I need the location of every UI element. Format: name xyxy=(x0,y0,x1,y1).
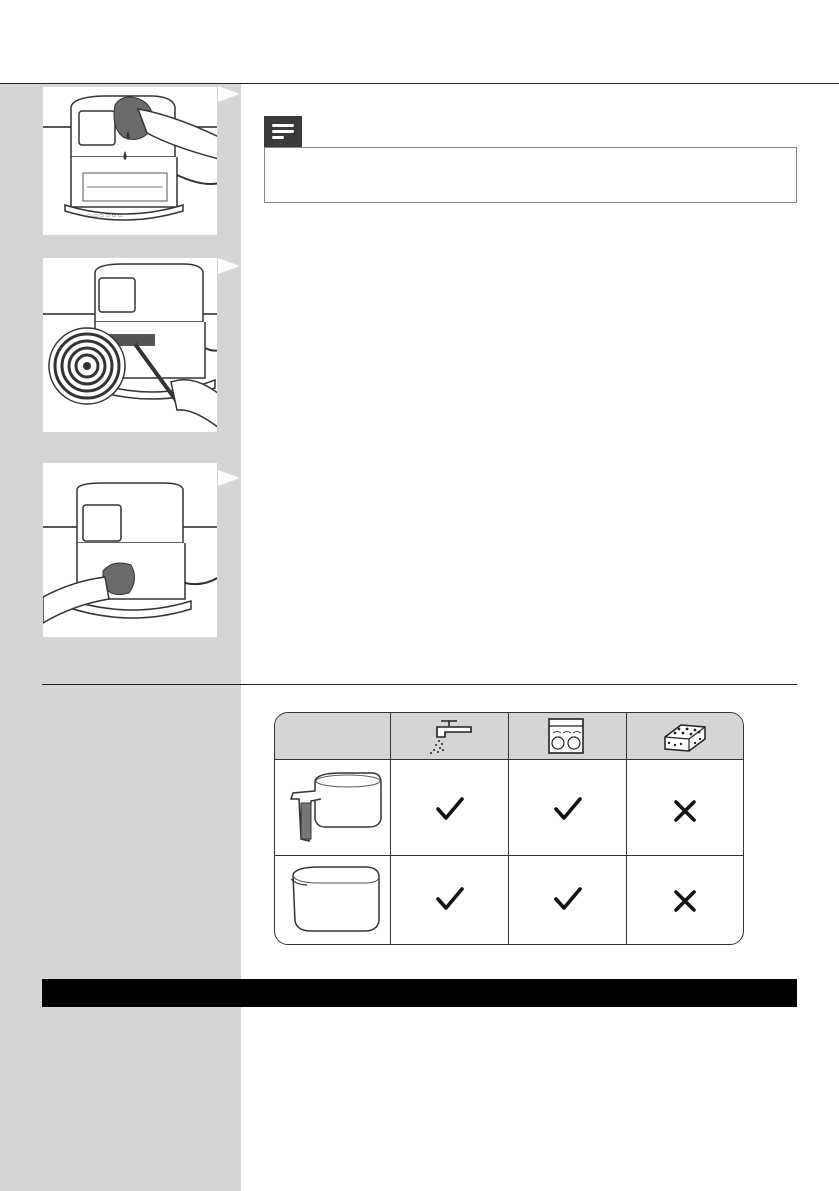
drawer-icon xyxy=(283,863,387,939)
check-icon xyxy=(435,885,465,913)
step-pointer xyxy=(218,470,240,486)
step-illustration-wipe-outside xyxy=(42,86,218,236)
section-heading-bar xyxy=(42,979,797,1007)
check-icon xyxy=(553,795,583,823)
dishwasher-icon xyxy=(547,717,585,755)
sponge-icon xyxy=(661,719,709,753)
section-divider xyxy=(42,684,797,685)
note-icon xyxy=(264,116,302,148)
wipe-inside-icon xyxy=(43,463,218,638)
water-tap-icon xyxy=(427,717,473,755)
cleaning-method-table xyxy=(274,712,744,945)
wipe-outside-icon xyxy=(43,87,218,236)
step-illustration-clean-heating-element xyxy=(42,257,218,433)
note-box xyxy=(264,147,797,203)
step-illustration-wipe-inside xyxy=(42,462,218,638)
brush-heating-element-icon xyxy=(43,258,218,433)
check-icon xyxy=(553,885,583,913)
step-pointer xyxy=(218,86,240,102)
svg-text:▭ ▭ ▭ ▭ ▭ ▭: ▭ ▭ ▭ ▭ ▭ ▭ xyxy=(87,213,123,219)
cross-icon xyxy=(673,799,697,823)
basket-with-handle-icon xyxy=(281,767,385,847)
cross-icon xyxy=(673,889,697,913)
check-icon xyxy=(435,795,465,823)
step-pointer xyxy=(218,258,240,274)
